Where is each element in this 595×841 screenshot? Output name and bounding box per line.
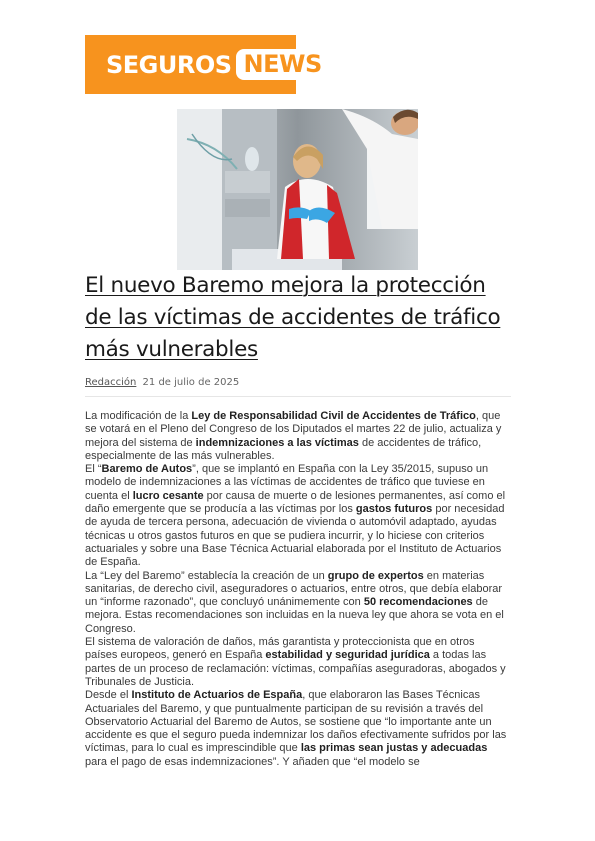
bold-text: lucro cesante bbox=[132, 489, 204, 502]
logo-text-seguros: SEGUROS bbox=[106, 50, 232, 79]
bold-text: gastos futuros bbox=[355, 503, 433, 516]
paragraph-text: La modificación de la bbox=[85, 410, 192, 422]
article-paragraph bbox=[85, 636, 509, 689]
paragraph-text: El sistema de valoración de daños, más garantista y proteccionista que en otros países europeos, generó en España bbox=[85, 636, 475, 662]
paragraph-text: , que elaboraron las Bases Técnicas Actuariales del Baremo, y que puntualmente participan de su revisión a través del Observatorio Actuarial del Baremo de Autos, se sostiene que “lo importante ante un accidente es que el seguro pueda indemnizar los daños efectivamente sufridos por las víctimas, para lo cual es imprescindible que bbox=[85, 689, 507, 755]
paragraph-text: Desde el bbox=[85, 689, 132, 702]
bold-text: grupo de expertos bbox=[327, 569, 424, 582]
paragraph-text: por necesidad de ayuda de tercera persona, adecuación de vivienda o automóvil adaptado, ayudas técnicas u otros gastos futuros en que se pudiera incurrir, y lo hiciese con criterios actuariales y sobre una Base Técnica Actuarial elaborada por el Instituto de Actuarios de España. bbox=[85, 503, 505, 569]
paragraph-text: a todas las partes de un proceso de reclamación: víctimas, compañías aseguradoras, abogados y Tribunales de Justicia. bbox=[85, 649, 506, 688]
paragraph-text: en materias sanitarias, de derecho civil, aseguradores o actuarios, entre otros, que debía elaborar un “informe razonado”, que concluyó unánimemente con bbox=[85, 569, 503, 609]
logo-text-news: NEWS bbox=[236, 49, 330, 80]
article-byline bbox=[85, 377, 239, 388]
bold-text: indemnizaciones a las víctimas bbox=[195, 436, 359, 449]
bold-text: Ley de Responsabilidad Civil de Accidentes de Tráfico bbox=[191, 410, 476, 422]
bold-text: Instituto de Actuarios de España bbox=[131, 689, 303, 702]
paragraph-text: por causa de muerte o de lesiones permanentes, así como el daño emergente que se producía a las víctimas por los bbox=[85, 489, 506, 516]
author-link[interactable]: Redacción bbox=[85, 377, 137, 388]
paragraph-text: ”, que se implantó en España con la Ley 35/2015, supuso un modelo de indemnizaciones a las víctimas de accidentes de tráfico que tuviese en cuenta el bbox=[85, 463, 489, 502]
hero-image bbox=[177, 109, 418, 270]
ambulance-photo-icon bbox=[177, 109, 418, 270]
bold-text: 50 recomendaciones bbox=[363, 596, 473, 609]
paragraph-text: de mejora. Estas recomendaciones son incluidas en la nueva ley que ahora se vota en el Congreso. bbox=[85, 596, 504, 635]
paragraph-text: de accidentes de tráfico, especialmente de las más vulnerables. bbox=[85, 436, 482, 462]
divider bbox=[85, 396, 511, 397]
bold-text: estabilidad y seguridad jurídica bbox=[265, 649, 430, 662]
article-paragraph bbox=[85, 410, 509, 463]
article-date: 21 de julio de 2025 bbox=[142, 377, 240, 388]
article-paragraph bbox=[85, 689, 509, 769]
article-body bbox=[85, 410, 509, 769]
paragraph-text: , que se votará en el Pleno del Congreso de los Diputados el martes 22 de julio, actualiza y mejora del sistema de bbox=[85, 410, 502, 449]
paragraph-text: para el pago de esas indemnizaciones”. Y añaden que “el modelo se bbox=[85, 755, 420, 768]
site-logo[interactable] bbox=[85, 35, 322, 94]
bold-text: Baremo de Autos bbox=[101, 463, 193, 476]
article-paragraph bbox=[85, 463, 509, 569]
bold-text: las primas sean justas y adecuadas bbox=[300, 742, 488, 755]
article-paragraph bbox=[85, 570, 509, 636]
paragraph-text: La “Ley del Baremo” establecía la creación de un bbox=[85, 569, 328, 582]
article-title[interactable]: El nuevo Baremo mejora la protección de las víctimas de accidentes de tráfico más vulnerables bbox=[85, 273, 501, 362]
paragraph-text: El “ bbox=[85, 463, 102, 476]
